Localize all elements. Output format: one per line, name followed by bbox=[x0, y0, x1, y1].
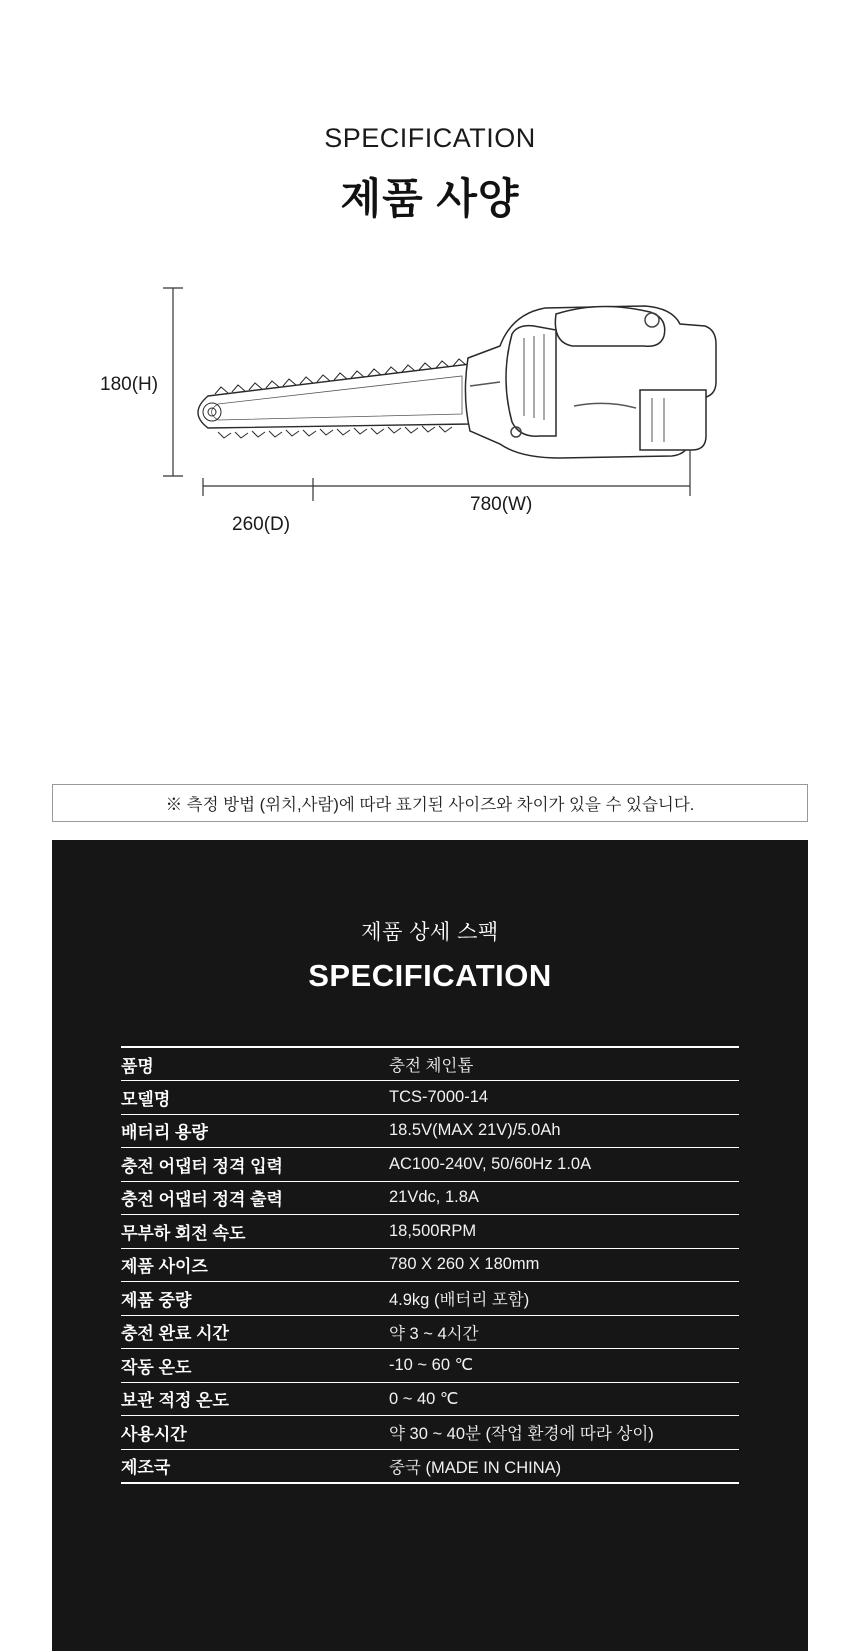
page-header bbox=[0, 0, 860, 226]
specification-table-body bbox=[121, 1047, 739, 1483]
product-dimension-diagram bbox=[0, 286, 860, 616]
spec-value: 18,500RPM bbox=[389, 1215, 739, 1249]
table-row bbox=[121, 1416, 739, 1450]
spec-key: 무부하 회전 속도 bbox=[121, 1215, 389, 1249]
chainsaw-bar bbox=[198, 364, 470, 428]
spec-value: -10 ~ 60 ℃ bbox=[389, 1349, 739, 1383]
spec-key: 작동 온도 bbox=[121, 1349, 389, 1383]
table-row bbox=[121, 1382, 739, 1416]
spec-value: 21Vdc, 1.8A bbox=[389, 1181, 739, 1215]
spec-key: 제조국 bbox=[121, 1449, 389, 1483]
spec-key: 배터리 용량 bbox=[121, 1114, 389, 1148]
measurement-notice bbox=[52, 784, 808, 822]
dimension-width-label: 780(W) bbox=[470, 494, 533, 516]
specification-heading-kr: 제품 상세 스팩 bbox=[361, 921, 499, 944]
table-row bbox=[121, 1215, 739, 1249]
table-row bbox=[121, 1047, 739, 1081]
header-subtitle: SPECIFICATION bbox=[324, 123, 536, 153]
spec-key: 모델명 bbox=[121, 1081, 389, 1115]
spec-key: 사용시간 bbox=[121, 1416, 389, 1450]
spec-value: 약 30 ~ 40분 (작업 환경에 따라 상이) bbox=[389, 1416, 739, 1450]
spec-value: 중국 (MADE IN CHINA) bbox=[389, 1449, 739, 1483]
spec-key: 충전 완료 시간 bbox=[121, 1315, 389, 1349]
spec-value: 780 X 260 X 180mm bbox=[389, 1248, 739, 1282]
specification-heading bbox=[52, 840, 808, 994]
spec-value: 충전 체인톱 bbox=[389, 1047, 739, 1081]
table-row bbox=[121, 1114, 739, 1148]
dimension-height-label: 180(H) bbox=[100, 374, 159, 396]
spec-value: 4.9kg (배터리 포함) bbox=[389, 1282, 739, 1316]
spec-value: 18.5V(MAX 21V)/5.0Ah bbox=[389, 1114, 739, 1148]
measurement-notice-text: ※ 측정 방법 (위치,사람)에 따라 표기된 사이즈와 차이가 있을 수 있습니다. bbox=[165, 796, 695, 814]
dimension-depth-label: 260(D) bbox=[232, 514, 291, 536]
spec-key: 보관 적정 온도 bbox=[121, 1382, 389, 1416]
table-row bbox=[121, 1148, 739, 1182]
table-row bbox=[121, 1449, 739, 1483]
page-title: 제품 사양 bbox=[340, 175, 520, 223]
spec-key: 충전 어댑터 정격 출력 bbox=[121, 1181, 389, 1215]
specification-table bbox=[121, 1046, 739, 1484]
specification-panel bbox=[52, 840, 808, 1651]
spec-key: 제품 사이즈 bbox=[121, 1248, 389, 1282]
table-row bbox=[121, 1315, 739, 1349]
table-row bbox=[121, 1349, 739, 1383]
table-row bbox=[121, 1081, 739, 1115]
chainsaw-illustration bbox=[0, 286, 860, 616]
spec-key: 품명 bbox=[121, 1047, 389, 1081]
specification-heading-en: SPECIFICATION bbox=[308, 958, 552, 993]
table-row bbox=[121, 1248, 739, 1282]
spec-value: 0 ~ 40 ℃ bbox=[389, 1382, 739, 1416]
spec-value: 약 3 ~ 4시간 bbox=[389, 1315, 739, 1349]
table-row bbox=[121, 1282, 739, 1316]
spec-value: AC100-240V, 50/60Hz 1.0A bbox=[389, 1148, 739, 1182]
spec-key: 제품 중량 bbox=[121, 1282, 389, 1316]
spec-key: 충전 어댑터 정격 입력 bbox=[121, 1148, 389, 1182]
table-row bbox=[121, 1181, 739, 1215]
spec-value: TCS-7000-14 bbox=[389, 1081, 739, 1115]
